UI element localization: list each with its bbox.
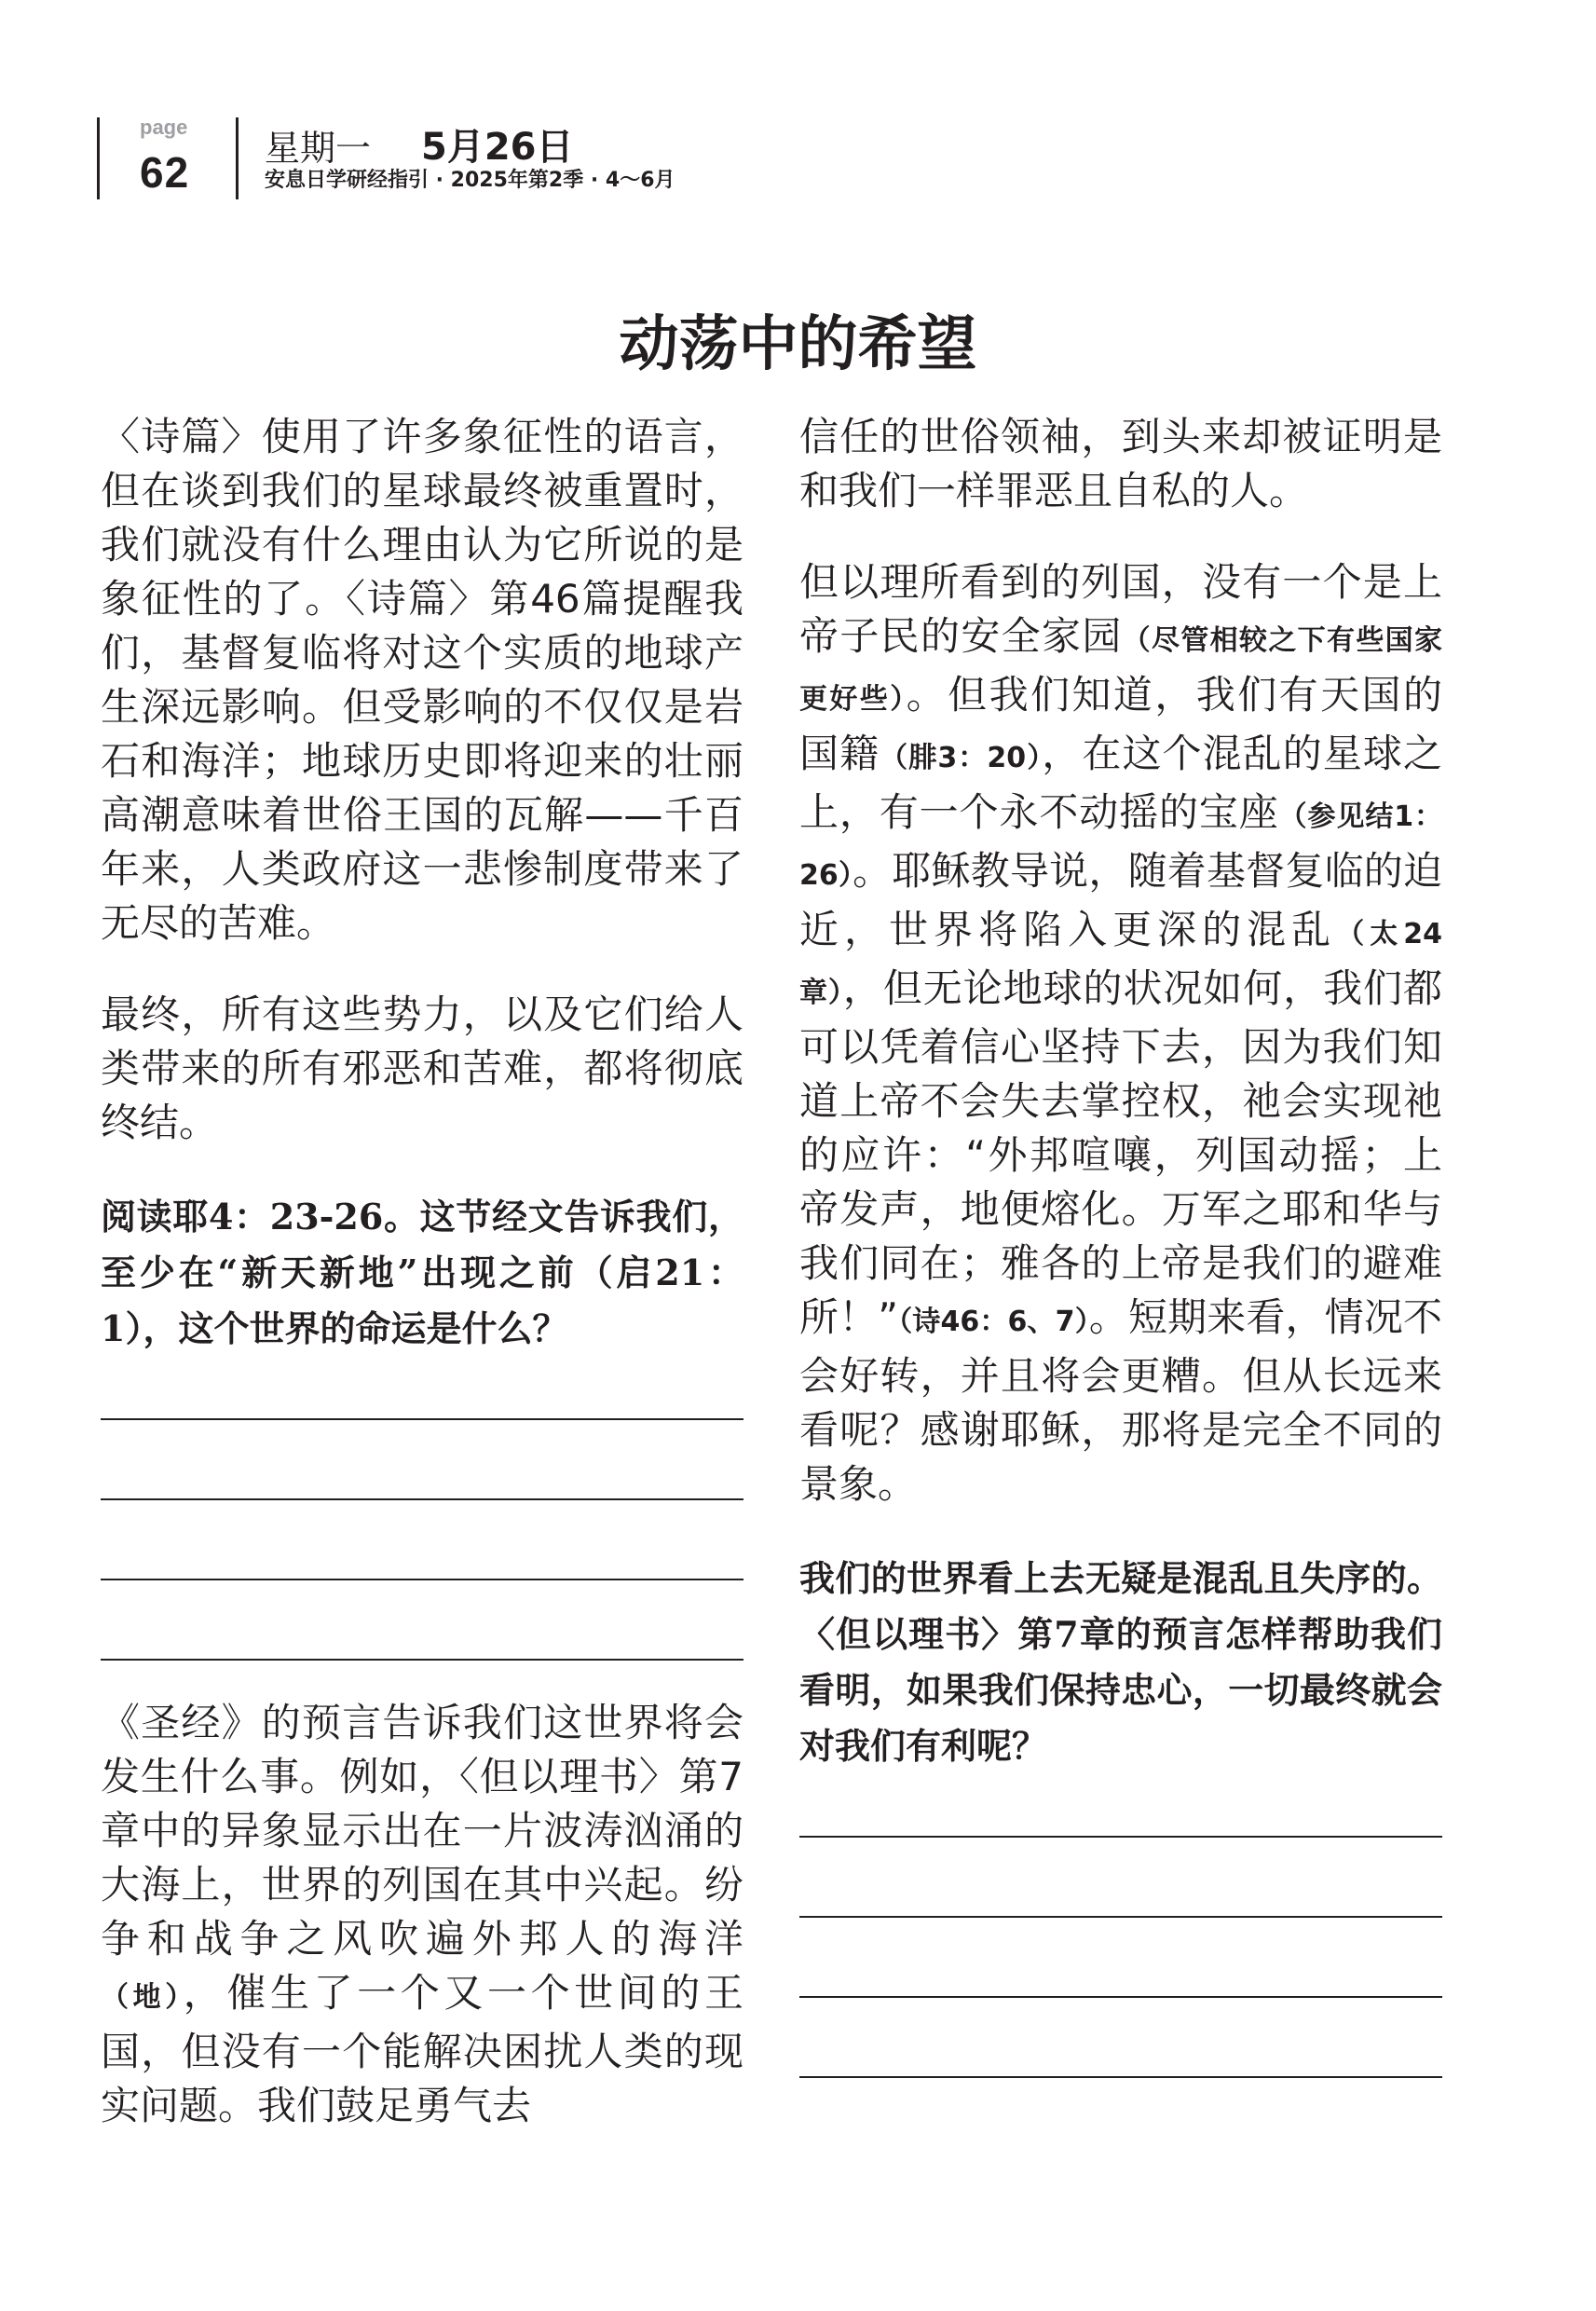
paragraph-text: 。但我们知道，我们有天国的国籍 <box>799 672 1442 776</box>
left-paragraph-2: 最终，所有这些势力，以及它们给人类带来的所有邪恶和苦难，都将彻底终结。 <box>101 991 743 1145</box>
scripture-reference: （参见结1：26） <box>799 800 1442 892</box>
left-paragraph-3 <box>101 1696 743 2133</box>
parenthetical-note: （尽管相较之下有些国家更好些） <box>799 624 1442 716</box>
scripture-reference: （太24章） <box>799 918 1442 1009</box>
left-column <box>101 410 743 2133</box>
page-number: 62 <box>140 148 190 197</box>
paragraph-text: 《圣经》的预言告诉我们这世界将会发生什么事。例如，〈但以理书〉第7章中的异象显示出在一片波涛汹涌的大海上，世界的列国在其中兴起。纷争和战争之风吹遍外邦人的海洋 <box>101 1700 743 1962</box>
paragraph-text: ，催生了一个又一个世间的王国，但没有一个能解决困扰人类的现实问题。我们鼓足勇气去 <box>101 1970 743 2128</box>
study-question-1: 阅读耶4：23-26。这节经文告诉我们，至少在“新天新地”出现之前（启21：1），这个世界的命运是什么？ <box>101 1196 743 1349</box>
study-question-2: 我们的世界看上去无疑是混乱且失序的。〈但以理书〉第7章的预言怎样帮助我们看明，如果我们保持忠心，一切最终就会对我们有利呢？ <box>799 1557 1442 1767</box>
left-paragraph-1: 〈诗篇〉使用了许多象征性的语言，但在谈到我们的星球最终被重置时，我们就没有什么理由认为它所说的是象征性的了。〈诗篇〉第46篇提醒我们，基督复临将对这个实质的地球产生深远影响。但受影响的不仅仅是岩石和海洋；地球历史即将迎来的壮丽高潮意味着世俗王国的瓦解——千百年来，人类政府这一悲惨制度带来了无尽的苦难。 <box>101 414 743 946</box>
answer-line <box>799 1838 1442 1918</box>
paragraph-text: 但以理所看到的列国，没有一个是上帝子民的安全家园 <box>799 559 1442 659</box>
scripture-reference: （腓3：20） <box>880 742 1043 774</box>
paragraph-text: ，但无论地球的状况如何，我们都可以凭着信心坚持下去，因为我们知道上帝不会失去掌控权，祂会实现祂的应许：“外邦喧嚷，列国动摇；上帝发声，地便熔化。万军之耶和华与我们同在；雅各的上帝是我们的避难所！” <box>799 965 1442 1340</box>
lesson-date: 5月26日 <box>421 126 574 169</box>
answer-line <box>101 1500 743 1580</box>
paragraph-text: ，在这个混乱的星球之上，有一个永不动摇的宝座 <box>799 731 1442 835</box>
answer-line <box>799 1918 1442 1998</box>
answer-area-2[interactable] <box>799 1836 1442 2078</box>
answer-line <box>101 1580 743 1661</box>
answer-area-1[interactable] <box>101 1418 743 1661</box>
scripture-reference: （地） <box>101 1981 184 2014</box>
right-column <box>799 410 1442 2078</box>
header-divider-left <box>97 117 100 199</box>
right-paragraph-1: 信任的世俗领袖，到头来却被证明是和我们一样罪恶且自私的人。 <box>799 414 1442 513</box>
right-paragraph-2 <box>799 555 1442 1511</box>
publication-subtitle: 安息日学研经指引 · 2025年第2季 · 4～6月 <box>265 169 675 192</box>
page-label: page <box>140 116 188 139</box>
paragraph-text: 。耶稣教导说，随着基督复临的迫近，世界将陷入更深的混乱 <box>799 848 1442 952</box>
answer-line <box>799 1998 1442 2078</box>
answer-line <box>101 1420 743 1500</box>
page-title: 动荡中的希望 <box>619 309 977 379</box>
scripture-reference: （诗46：6、7） <box>898 1306 1089 1338</box>
paragraph-text: 。短期来看，情况不会好转，并且将会更糟。但从长远来看呢？感谢耶稣，那将是完全不同的景象。 <box>799 1294 1442 1507</box>
header-divider-mid <box>236 117 239 199</box>
page-header <box>0 0 1596 214</box>
weekday: 星期一 <box>265 128 372 169</box>
